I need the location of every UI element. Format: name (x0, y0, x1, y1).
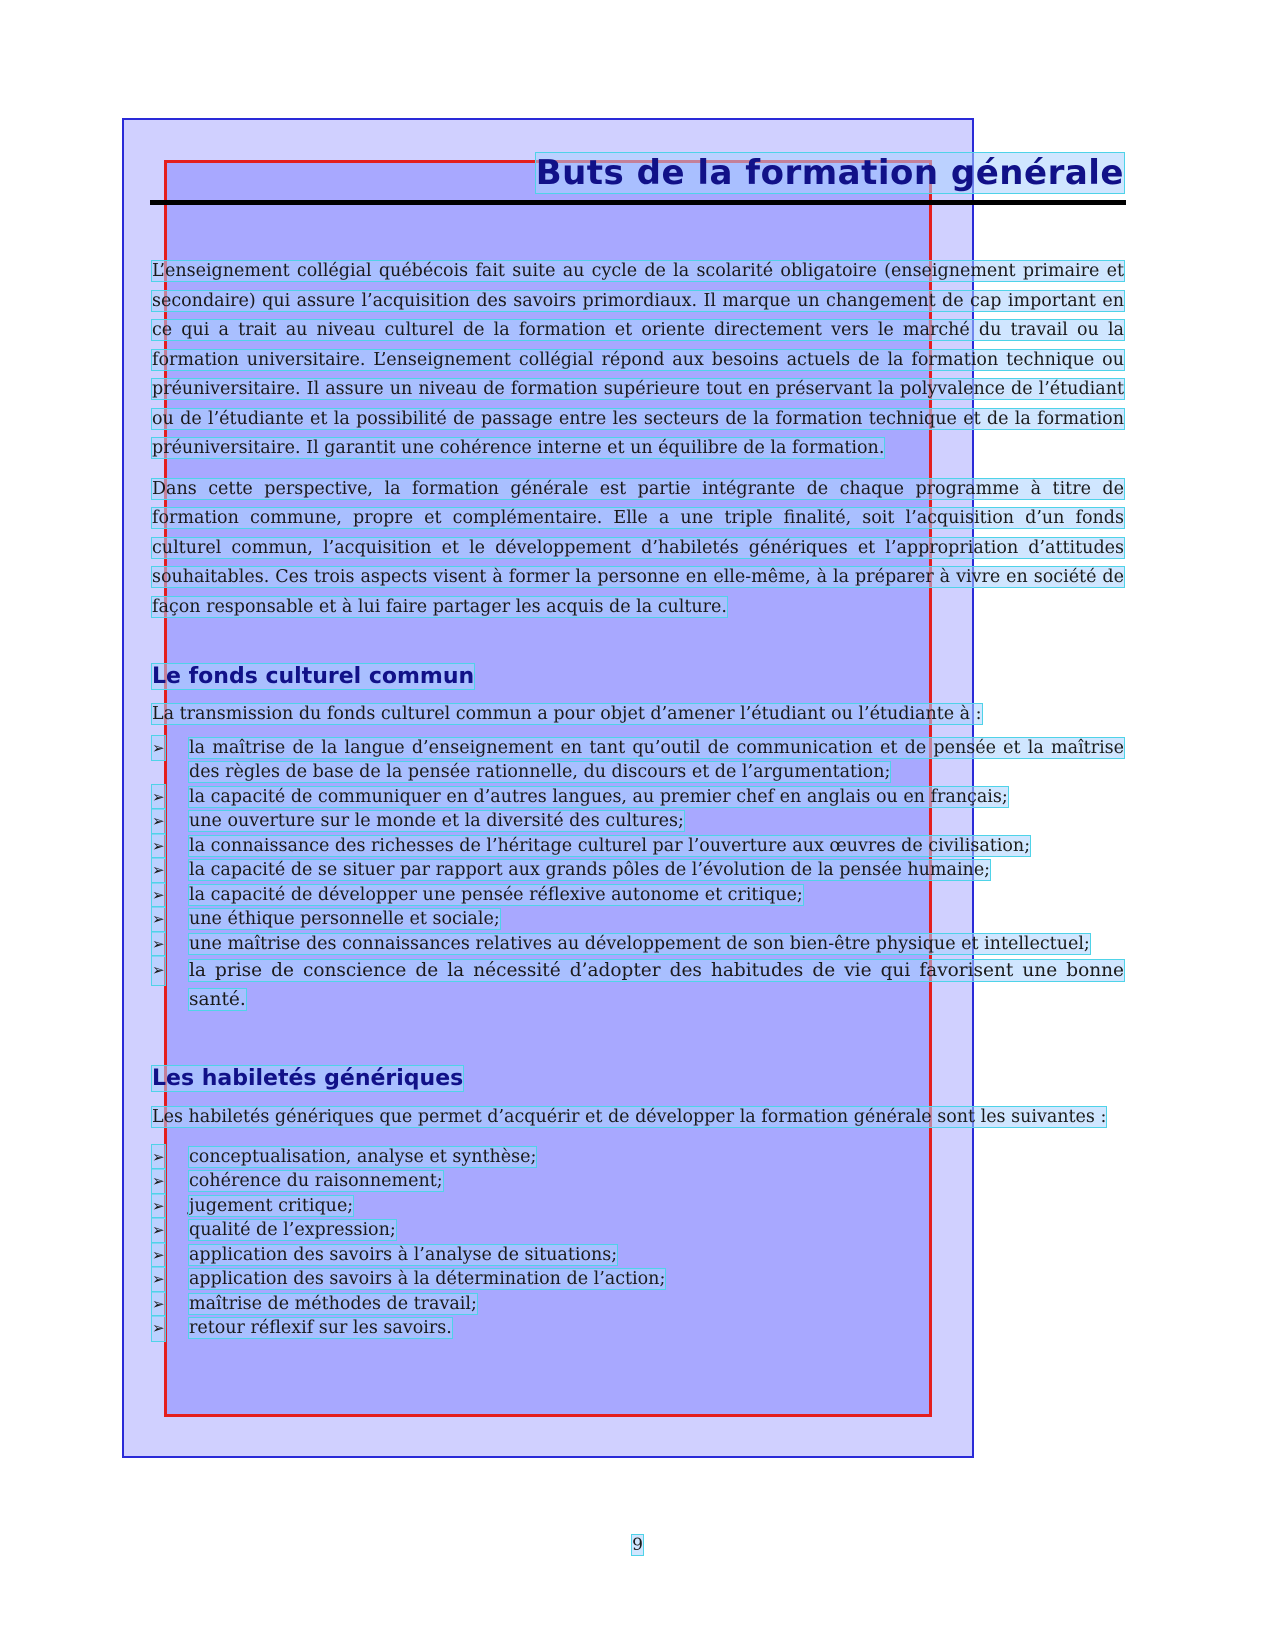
list-item: ➢ jugement critique; (152, 1194, 1124, 1219)
bullet-arrow-icon: ➢ (152, 956, 165, 985)
page-content (152, 150, 1124, 1341)
list-item: ➢ la maîtrise de la langue d’enseignement en tant qu’outil de communication et de pensée et la maîtrise des règles de base de la pensée rationnelle, du discours et de l’argumentation; (152, 737, 1124, 782)
list-item: ➢ une éthique personnelle et sociale; (152, 907, 1124, 932)
bullet-arrow-icon: ➢ (152, 1218, 165, 1243)
list-item: ➢ la connaissance des richesses de l’héritage culturel par l’ouverture aux œuvres de civilisation; (152, 834, 1124, 859)
bullet-arrow-icon: ➢ (152, 1292, 165, 1317)
section-fonds-lead: La transmission du fonds culturel commun a pour objet d’amener l’étudiant ou l’étudiante à : (152, 704, 982, 724)
bullet-arrow-icon: ➢ (152, 1194, 165, 1219)
bullet-arrow-icon: ➢ (152, 785, 165, 810)
list-item: ➢ maîtrise de méthodes de travail; (152, 1292, 1124, 1317)
list-item: ➢ qualité de l’expression; (152, 1218, 1124, 1243)
bullet-arrow-icon: ➢ (152, 858, 165, 883)
habiletes-list (152, 1145, 1124, 1341)
intro-paragraph-2: Dans cette perspective, la formation générale est partie intégrante de chaque programme à titre de formation commune, propre et complémentaire. Elle a une triple finalité, soit l’acquisition d’un fonds culturel commun, l’acquisition et le développement d’habiletés génériques et l’appropriation d’attitudes souhaitables. Ces trois aspects visent à former la personne en elle-même, à la préparer à vivre en société de façon responsable et à lui faire partager les acquis de la culture. (152, 478, 1124, 617)
title-rule (150, 200, 1126, 205)
bullet-arrow-icon: ➢ (152, 1169, 165, 1194)
section-habiletes-lead: Les habiletés génériques que permet d’acquérir et de développer la formation générale sont les suivantes : (152, 1107, 1107, 1127)
list-item: ➢ retour réflexif sur les savoirs. (152, 1316, 1124, 1341)
list-item: ➢ une ouverture sur le monde et la diversité des cultures; (152, 809, 1124, 834)
bullet-arrow-icon: ➢ (152, 1267, 165, 1292)
list-item: ➢ la capacité de communiquer en d’autres langues, au premier chef en anglais ou en français; (152, 785, 1124, 810)
section-heading-habiletes: Les habiletés génériques (152, 1066, 464, 1091)
page-number: 9 (632, 1535, 643, 1555)
bullet-arrow-icon: ➢ (152, 907, 165, 932)
section-heading-fonds: Le fonds culturel commun (152, 664, 475, 689)
page-title: Buts de la formation générale (535, 153, 1124, 193)
bullet-arrow-icon: ➢ (152, 1145, 165, 1170)
list-item: ➢ application des savoirs à l’analyse de situations; (152, 1243, 1124, 1268)
bullet-arrow-icon: ➢ (152, 932, 165, 957)
list-item: ➢ application des savoirs à la détermination de l’action; (152, 1267, 1124, 1292)
list-item: ➢ la prise de conscience de la nécessité d’adopter des habitudes de vie qui favorisent une bonne santé. (152, 956, 1124, 1014)
list-item: ➢ une maîtrise des connaissances relatives au développement de son bien-être physique et intellectuel; (152, 932, 1124, 957)
bullet-arrow-icon: ➢ (152, 834, 165, 859)
bullet-arrow-icon: ➢ (152, 883, 165, 908)
bullet-arrow-icon: ➢ (152, 1243, 165, 1268)
list-item: ➢ cohérence du raisonnement; (152, 1169, 1124, 1194)
bullet-arrow-icon: ➢ (152, 1316, 165, 1341)
list-item: ➢ la capacité de se situer par rapport aux grands pôles de l’évolution de la pensée humaine; (152, 858, 1124, 883)
list-item: ➢ la capacité de développer une pensée réflexive autonome et critique; (152, 883, 1124, 908)
bullet-arrow-icon: ➢ (152, 736, 165, 761)
bullet-arrow-icon: ➢ (152, 809, 165, 834)
list-item: ➢ conceptualisation, analyse et synthèse; (152, 1145, 1124, 1170)
fonds-list (152, 736, 1124, 1015)
intro-paragraph-1: L’enseignement collégial québécois fait suite au cycle de la scolarité obligatoire (enseignement primaire et secondaire) qui assure l’acquisition des savoirs primordiaux. Il marque un changement de cap important en ce qui a trait au niveau culturel de la formation et oriente directement vers le marché du travail ou la formation universitaire. L’enseignement collégial répond aux besoins actuels de la formation technique ou préuniversitaire. Il assure un niveau de formation supérieure tout en préservant la polyvalence de l’étudiant ou de l’étudiante et la possibilité de passage entre les secteurs de la formation technique et de la formation préuniversitaire. Il garantit une cohérence interne et un équilibre de la formation. (152, 261, 1124, 458)
